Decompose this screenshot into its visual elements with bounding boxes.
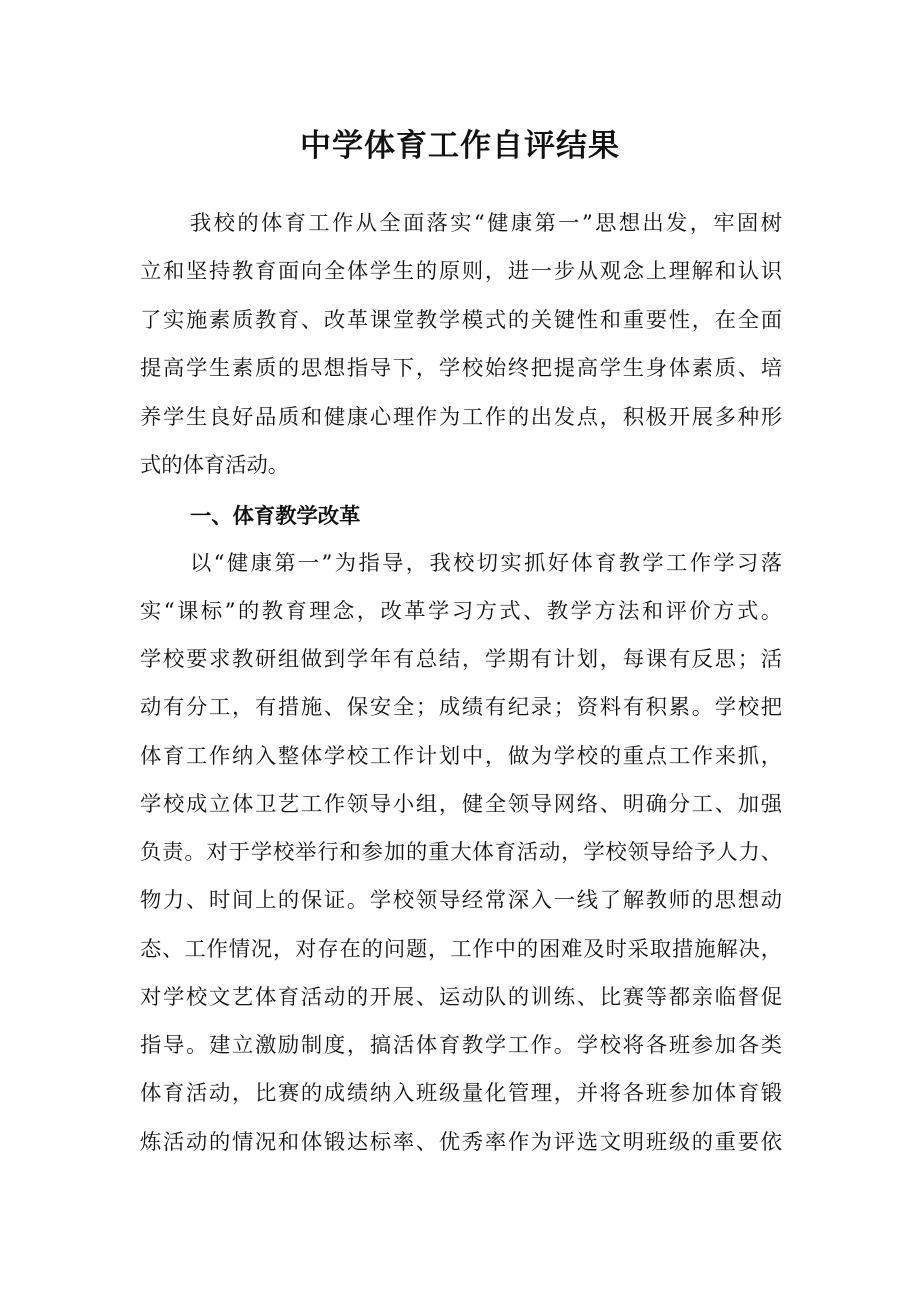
body-line-2: 实“课标”的教育理念，改革学习方式、教学方法和评价方式。 <box>140 599 782 624</box>
section-heading: 一、体育教学改革 <box>190 504 361 529</box>
body-line-1: 以“健康第一”为指导，我校切实抓好体育教学工作学习落 <box>190 551 782 576</box>
intro-line-1: 我校的体育工作从全面落实“健康第一”思想出发，牢固树 <box>190 211 782 236</box>
intro-line-5: 养学生良好品质和健康心理作为工作的出发点，积极开展多种形 <box>140 405 782 430</box>
intro-line-6: 式的体育活动。 <box>140 453 290 478</box>
body-line-13: 炼活动的情况和体锻达标率、优秀率作为评选文明班级的重要依 <box>140 1130 782 1155</box>
intro-line-3: 了实施素质教育、改革课堂教学模式的关键性和重要性，在全面 <box>140 308 782 333</box>
document-title: 中学体育工作自评结果 <box>300 128 620 164</box>
body-line-12: 体育活动，比赛的成绩纳入班级量化管理，并将各班参加体育锻 <box>140 1081 782 1106</box>
body-line-6: 学校成立体卫艺工作领导小组，健全领导网络、明确分工、加强 <box>140 792 782 817</box>
body-line-7: 负责。对于学校举行和参加的重大体育活动，学校领导给予人力、 <box>140 840 782 865</box>
intro-line-4: 提高学生素质的思想指导下，学校始终把提高学生身体素质、培 <box>140 356 782 381</box>
body-line-8: 物力、时间上的保证。学校领导经常深入一线了解教师的思想动 <box>140 888 782 913</box>
body-line-10: 对学校文艺体育活动的开展、运动队的训练、比赛等都亲临督促 <box>140 985 782 1010</box>
body-line-3: 学校要求教研组做到学年有总结，学期有计划，每课有反思；活 <box>140 647 782 672</box>
body-line-4: 动有分工，有措施、保安全；成绩有纪录；资料有积累。学校把 <box>140 695 782 720</box>
body-line-11: 指导。建立激励制度，搞活体育教学工作。学校将各班参加各类 <box>140 1033 782 1058</box>
intro-line-2: 立和坚持教育面向全体学生的原则，进一步从观念上理解和认识 <box>140 259 782 284</box>
body-line-5: 体育工作纳入整体学校工作计划中，做为学校的重点工作来抓， <box>140 744 782 769</box>
body-line-9: 态、工作情况，对存在的问题，工作中的困难及时采取措施解决， <box>140 937 782 962</box>
